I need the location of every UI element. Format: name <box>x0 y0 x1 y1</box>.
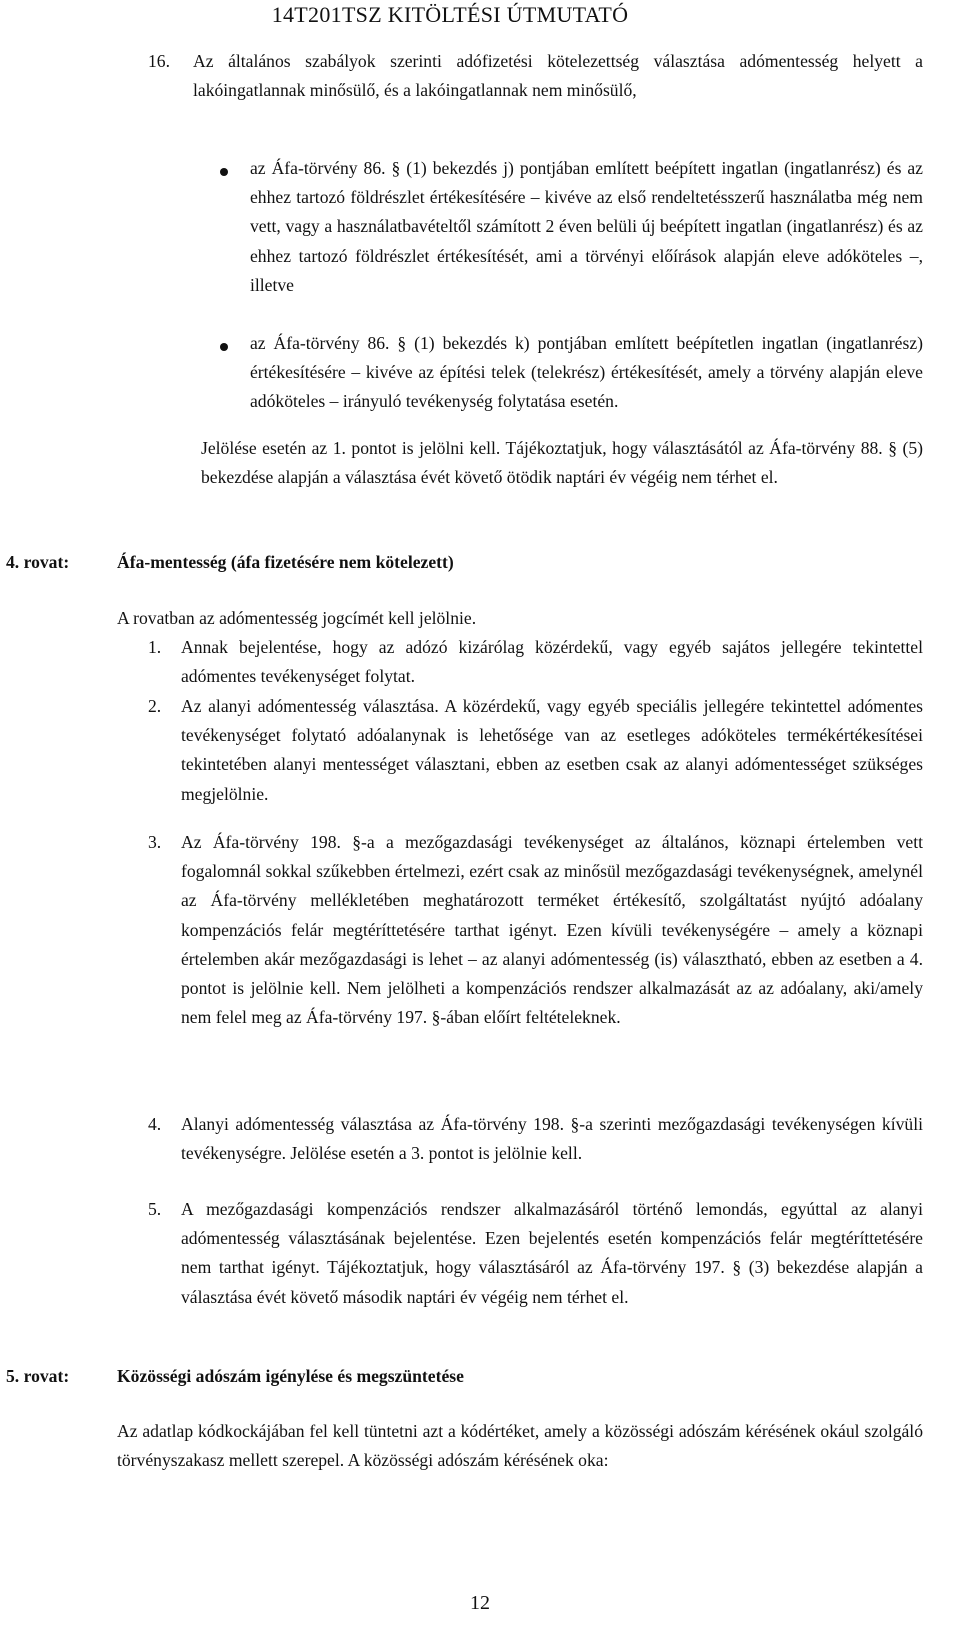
rovat-4-item-text: Annak bejelentése, hogy az adózó kizárólag közérdekű, vagy egyéb sajátos jellegére tekintettel adómentes tevékenységet folytat. <box>181 637 923 687</box>
item-16-bullet-2: az Áfa-törvény 86. § (1) bekezdés k) pontjában említett beépítetlen ingatlan (ingatlanrész) értékesítésére – kivéve az építési telek (telekrész) értékesítését, amely a törvény alapján eleve adóköteles – irányuló tevékenység folytatása esetén. <box>250 333 923 412</box>
rovat-4-item-text: Az Áfa-törvény 198. §-a a mezőgazdasági tevékenységet az általános, köznapi értelemben vett fogalomnál sokkal szűkebben értelmezi, ezért csak az minősül mezőgazdasági tevékenységnek, amelynél az Áfa-törvény mellékletében meghatározott terméket értékesítő, szolgáltatást nyújtó adóalany kompenzációs felár megtéríttetésére tarthat igényt. Ezen kívüli tevékenységére – amely a köznapi értelemben akár mezőgazdasági is lehet – az alanyi adómentesség (is) választható, ebben az esetben a 4. pontot is jelölnie kell. Nem jelölheti a kompenzációs rendszer alkalmazását az az adóalany, aki/amely nem felel meg az Áfa-törvény 197. §-ában előírt feltételeknek. <box>181 832 923 1028</box>
rovat-4-item-number: 3. <box>148 832 162 852</box>
page-number: 12 <box>470 1592 490 1614</box>
rovat-4-item-text: A mezőgazdasági kompenzációs rendszer alkalmazásáról történő lemondás, egyúttal az alanyi adómentesség választásának bejelentése. Ezen bejelentés esetén kompenzációs felár megtéríttetésére nem tarthat igényt. Tájékoztatjuk, hogy választásáról az Áfa-törvény 197. § (3) bekezdése alapján a választása évét követő második naptári év végéig nem térhet el. <box>181 1199 923 1307</box>
page-header: 14T201TSZ KITÖLTÉSI ÚTMUTATÓ <box>271 2 629 27</box>
item-16-text: Az általános szabályok szerinti adófizetési kötelezettség választása adómentesség helyett a lakóingatlannak minősülő, és a lakóingatlannak nem minősülő, <box>193 51 923 101</box>
item-16-bullet-1: az Áfa-törvény 86. § (1) bekezdés j) pontjában említett beépített ingatlan (ingatlanrész) és az ehhez tartozó földrészlet értékesítésére – kivéve az első rendeltetésszerű használatba még nem vett, vagy a használatbavételtől számított 2 éven belüli új beépített ingatlan (ingatlanrész) és az ehhez tartozó földrészlet értékesítését, ami a törvényi előírások alapján eleve adóköteles –, illetve <box>250 158 923 295</box>
rovat-4-intro: A rovatban az adómentesség jogcímét kell jelölnie. <box>117 608 477 628</box>
rovat-4-item-text: Az alanyi adómentesség választása. A közérdekű, vagy egyéb speciális jellegére tekintettel adómentes tevékenységet folytató adóalanynak is lehetősége van az esetleges adóköteles termékértékesítései tekintetében alanyi mentességet választani, ebben az esetben csak az alanyi adómentességet szükséges megjelölnie. <box>181 696 923 804</box>
bullet-icon <box>220 168 228 176</box>
rovat-4-title: Áfa-mentesség (áfa fizetésére nem kötelezett) <box>117 552 454 572</box>
rovat-5-title: Közösségi adószám igénylése és megszüntetése <box>117 1366 464 1386</box>
rovat-4-item-number: 1. <box>148 637 162 657</box>
rovat-4-item-number: 4. <box>148 1114 162 1134</box>
rovat-5-label: 5. rovat: <box>6 1366 70 1386</box>
rovat-4-item-number: 2. <box>148 696 162 716</box>
item-16-number: 16. <box>148 51 170 71</box>
rovat-4-item-text: Alanyi adómentesség választása az Áfa-törvény 198. §-a szerinti mezőgazdasági tevékenységen kívüli tevékenységre. Jelölése esetén a 3. pontot is jelölnie kell. <box>181 1114 923 1164</box>
item-16-note: Jelölése esetén az 1. pontot is jelölni kell. Tájékoztatjuk, hogy választásától az Áfa-törvény 88. § (5) bekezdése alapján a választása évét követő ötödik naptári év végéig nem térhet el. <box>201 438 923 488</box>
rovat-4-label: 4. rovat: <box>6 552 70 572</box>
rovat-4-item-number: 5. <box>148 1199 162 1219</box>
rovat-5-text: Az adatlap kódkockájában fel kell tüntetni azt a kódértéket, amely a közösségi adószám kérésének okául szolgáló törvényszakasz mellett szerepel. A közösségi adószám kérésének oka: <box>117 1421 923 1471</box>
bullet-icon <box>220 343 228 351</box>
